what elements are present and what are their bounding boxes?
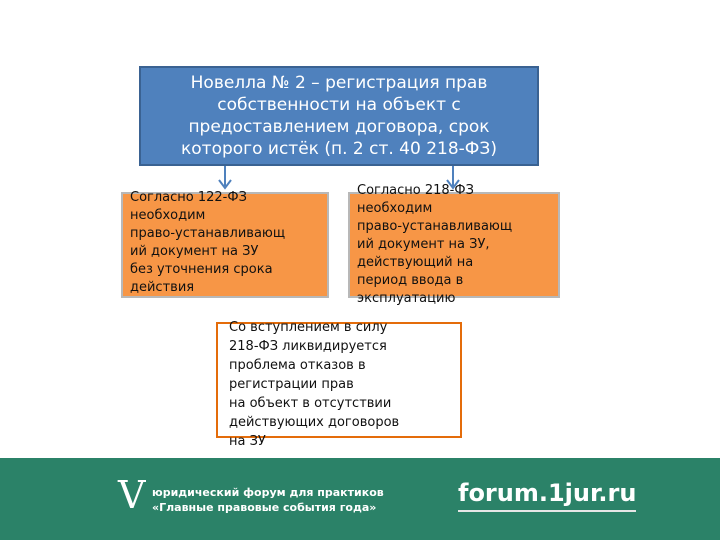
conclusion-box (216, 320, 462, 449)
forum-site-link[interactable]: forum.1jur.ru (458, 478, 636, 512)
footer-bar (0, 458, 720, 540)
tagline-line-2: «Главные правовые события года» (152, 501, 377, 514)
law-218-text: Согласно 218-ФЗ необходим право-устанавливающ ий документ на ЗУ, действующий на период ввода в эксплуатацию (357, 183, 513, 306)
law-122-text: Согласно 122-ФЗ необходим право-устанавливающ ий документ на ЗУ без уточнения срока действия (130, 190, 286, 295)
forum-tagline (152, 485, 384, 515)
law-218-box (348, 183, 560, 306)
novella-title-box (139, 66, 539, 166)
law-122-box (121, 192, 329, 298)
novella-title-text: Новелла № 2 – регистрация прав собственности на объект с предоставлением договора, срок которого истёк (п. 2 ст. 40 218-ФЗ) (181, 73, 497, 159)
arrow-left (219, 166, 231, 188)
forum-logo-letter: V (118, 473, 146, 517)
conclusion-text: Со вступлением в силу 218-ФЗ ликвидируется проблема отказов в регистрации прав на объект в отсутствии действующих договоров на ЗУ (229, 320, 400, 449)
tagline-line-1: юридический форум для практиков (152, 486, 384, 499)
